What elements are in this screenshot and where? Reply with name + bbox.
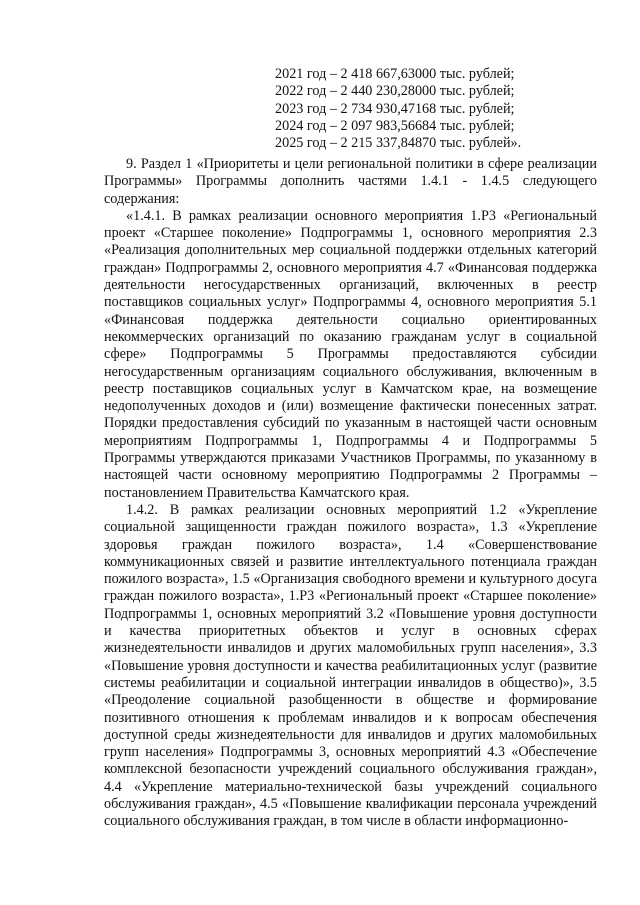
paragraph-1-4-1: «1.4.1. В рамках реализации основного мероприятия 1.Р3 «Региональный проект «Старшее поколение» Подпрограммы 1, основного мероприятия 2.3 «Реализация дополнительных мер социальной поддержки отдельных категорий граждан» Подпрограммы 2, основного мероприятия 4.7 «Финансовая поддержка деятельности негосударственных организаций, включенных в реестр поставщиков социальных услуг» Подпрограммы 4, основного мероприятия 5.1 «Финансовая поддержка деятельности социально ориентированных некоммерческих организаций по оказанию гражданам услуг в социальной сфере» Подпрограммы 5 Программы предоставляются субсидии негосударственным организациям социального обслуживания, включенным в реестр поставщиков социальных услуг в Камчатском крае, на возмещение недополученных доходов и (или) возмещение фактически понесенных затрат. Порядки предоставления субсидий по указанным в настоящей части основным мероприятиям Подпрограммы 1, Подпрограммы 4 и Подпрограммы 5 Программы утверждаются приказами Участников Программы, по указанному в настоящей части основному мероприятию Подпрограммы 2 Программы – постановлением Правительства Камчатского края. — [104, 207, 597, 501]
paragraph-1-4-2: 1.4.2. В рамках реализации основных мероприятий 1.2 «Укрепление социальной защищенности граждан пожилого возраста», 1.3 «Укрепление здоровья граждан пожилого возраста», 1.4 «Совершенствование коммуникационных связей и развитие интеллектуального потенциала граждан пожилого возраста», 1.5 «Организация свободного времени и культурного досуга граждан пожилого возраста», 1.Р3 «Региональный проект «Старшее поколение» Подпрограммы 1, основных мероприятий 3.2 «Повышение уровня доступности и качества приоритетных объектов и услуг в основных сферах жизнедеятельности инвалидов и других маломобильных групп населения», 3.3 «Повышение уровня доступности и качества реабилитационных услуг (развитие системы реабилитации и социальной интеграции инвалидов в общество)», 3.5 «Преодоление социальной разобщенности в обществе и формирование позитивного отношения к проблемам инвалидов и к вопросам обеспечения доступной среды жизнедеятельности для инвалидов и других маломобильных групп населения» Подпрограммы 3, основных мероприятий 4.3 «Обеспечение комплексной безопасности учреждений социального обслуживания граждан», 4.4 «Укрепление материально-технической базы учреждений социального обслуживания граждан», 4.5 «Повышение квалификации персонала учреждений социального обслуживания граждан, в том числе в области информационно- — [104, 501, 597, 830]
budget-line-2025: 2025 год – 2 215 337,84870 тыс. рублей». — [275, 135, 522, 152]
document-body — [104, 156, 597, 831]
paragraph-item-9: 9. Раздел 1 «Приоритеты и цели региональной политики в сфере реализации Программы» Программы дополнить частями 1.4.1 - 1.4.5 следующего содержания: — [104, 156, 597, 207]
budget-line-2021: 2021 год – 2 418 667,63000 тыс. рублей; — [275, 66, 515, 82]
budget-line-2022: 2022 год – 2 440 230,28000 тыс. рублей; — [275, 83, 515, 100]
budget-by-year-list — [275, 66, 595, 152]
budget-line-2024: 2024 год – 2 097 983,56684 тыс. рублей; — [275, 117, 515, 134]
budget-line-2023: 2023 год – 2 734 930,47168 тыс. рублей; — [275, 100, 515, 117]
